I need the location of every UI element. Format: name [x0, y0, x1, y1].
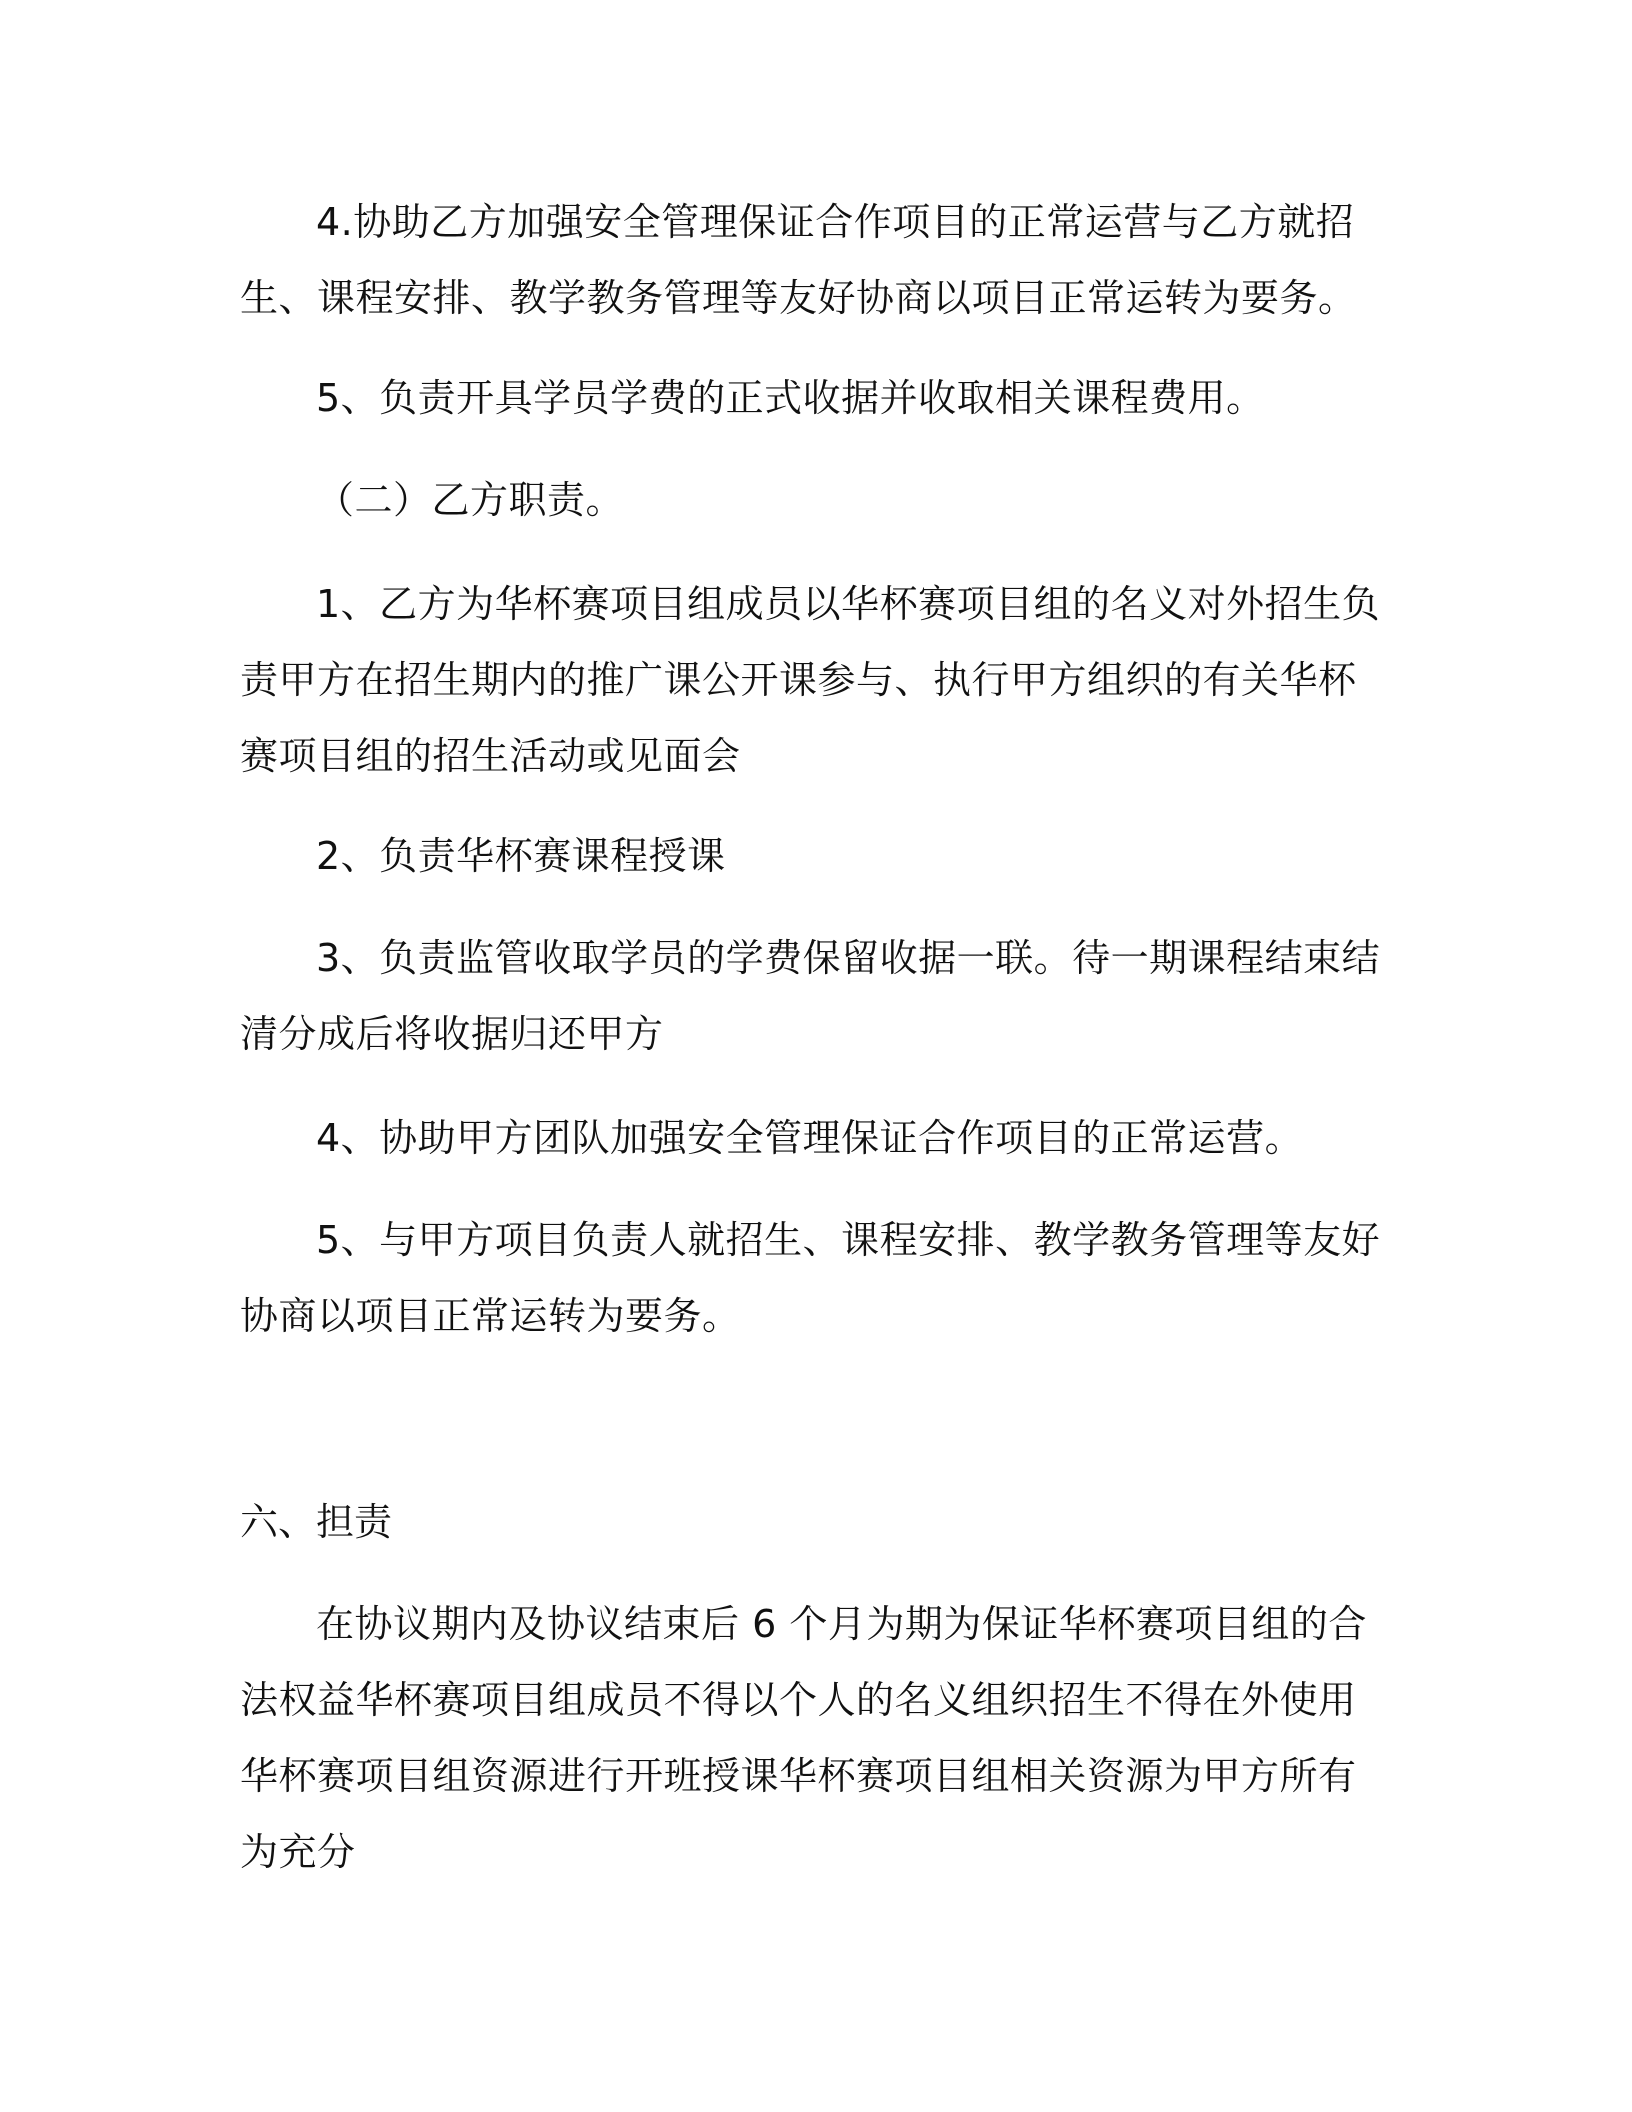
paragraph-party-b-duty-5: 5、与甲方项目负责人就招生、课程安排、教学教务管理等友好协商以项目正常运转为要务。: [240, 1218, 1381, 1338]
paragraph-party-b-duty-4: 4、协助甲方团队加强安全管理保证合作项目的正常运营。: [316, 1116, 1304, 1160]
paragraph-party-a-duty-4: 4.协助乙方加强安全管理保证合作项目的正常运营与乙方就招生、课程安排、教学教务管理等友好协商以项目正常运转为要务。: [240, 200, 1357, 320]
paragraph-party-b-duty-3: 3、负责监管收取学员的学费保留收据一联。待一期课程结束结清分成后将收据归还甲方: [240, 936, 1381, 1056]
paragraph-party-a-duty-5: 5、负责开具学员学费的正式收据并收取相关课程费用。: [316, 376, 1265, 420]
paragraph-party-b-duty-2: 2、负责华杯赛课程授课: [316, 834, 726, 878]
paragraph-liability: 在协议期内及协议结束后 6 个月为期为保证华杯赛项目组的合法权益华杯赛项目组成员不得以个人的名义组织招生不得在外使用华杯赛项目组资源进行开班授课华杯赛项目组相关资源为甲方所有为充分: [240, 1602, 1367, 1874]
paragraph-party-b-duty-1: 1、乙方为华杯赛项目组成员以华杯赛项目组的名义对外招生负责甲方在招生期内的推广课公开课参与、执行甲方组织的有关华杯赛项目组的招生活动或见面会: [240, 582, 1381, 778]
section-heading-liability: 六、担责: [240, 1500, 393, 1544]
subheading-party-b-duties: （二）乙方职责。: [316, 478, 625, 522]
